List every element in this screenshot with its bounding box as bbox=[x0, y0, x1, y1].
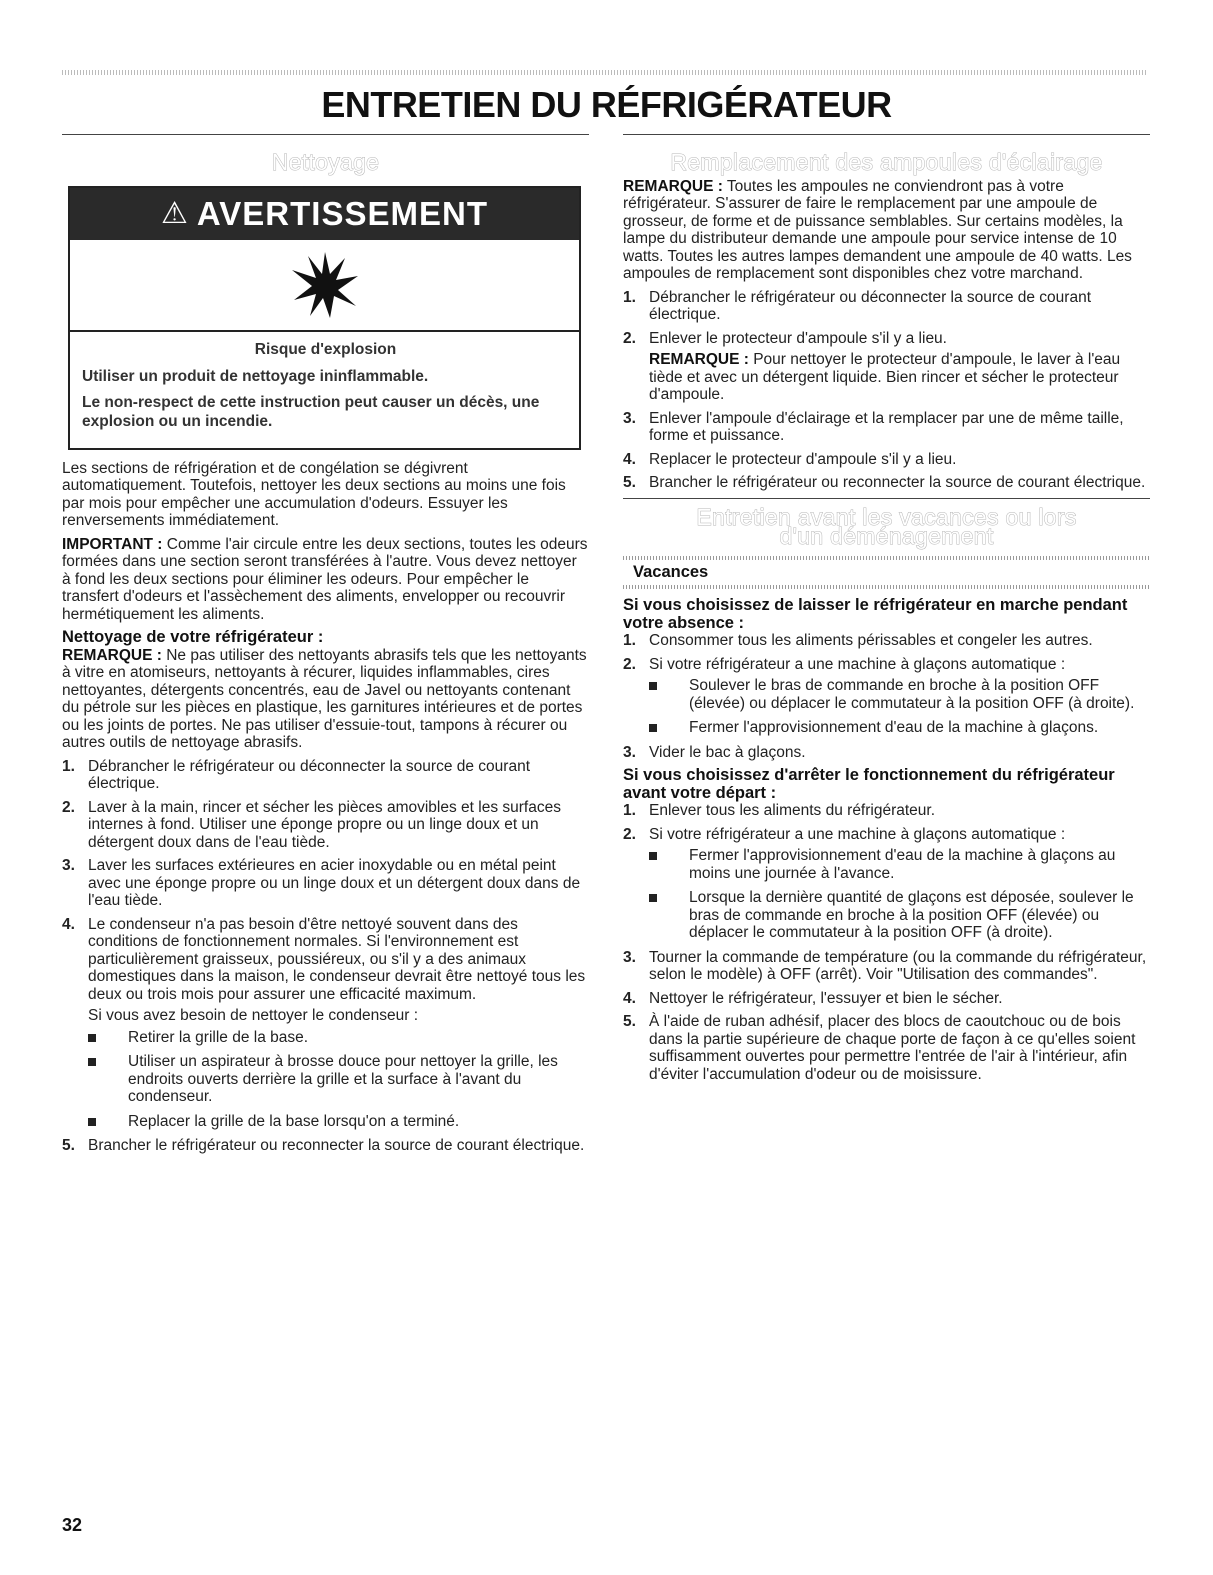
step-number: 3. bbox=[623, 409, 636, 427]
step-number: 2. bbox=[623, 655, 636, 673]
bullet-text: Retirer la grille de la base. bbox=[128, 1028, 309, 1046]
bulb-cleaning-note bbox=[649, 351, 1150, 404]
step-text: Laver à la main, rincer et sécher les pièces amovibles et les surfaces internes à fond. Utiliser une éponge propre ou un linge doux et un détergent doux dans de l'eau tiède. bbox=[88, 798, 561, 851]
warning-box bbox=[68, 186, 581, 450]
stop-subheading: Si vous choisissez d'arrêter le fonctionnement du réfrigérateur avant votre départ : bbox=[623, 766, 1115, 802]
step-text: Enlever le protecteur d'ampoule s'il y a lieu. bbox=[649, 329, 947, 347]
important-paragraph bbox=[62, 536, 589, 624]
list-item bbox=[623, 289, 1150, 324]
step-text: Si votre réfrigérateur a une machine à glaçons automatique : bbox=[649, 655, 1066, 673]
section-title-vacances-line2: d'un déménagement bbox=[779, 523, 994, 549]
list-item bbox=[623, 656, 1150, 737]
step-number: 3. bbox=[623, 948, 636, 966]
step-text: Brancher le réfrigérateur ou reconnecter la source de courant électrique. bbox=[88, 1137, 585, 1154]
step-number: 4. bbox=[62, 915, 75, 933]
cleaning-remarque bbox=[62, 647, 589, 752]
vacances-heading: Vacances bbox=[633, 562, 709, 581]
step-number: 1. bbox=[62, 757, 75, 775]
remarque-label: REMARQUE : bbox=[623, 177, 723, 195]
step-number: 2. bbox=[623, 329, 636, 347]
note-label: REMARQUE : bbox=[649, 351, 749, 368]
list-item bbox=[649, 847, 1150, 882]
bullet-square-icon bbox=[649, 852, 657, 860]
step-text: À l'aide de ruban adhésif, placer des blocs de caoutchouc ou de bois dans la partie supérieure de chaque porte de façon à ce qu'elles soient suffisamment ouvertes pour permettre l'entrée de l'air à l'intérieur, afin d'éviter l'accumulation d'odeur ou de moisissure. bbox=[649, 1013, 1136, 1083]
explosion-icon bbox=[290, 250, 360, 320]
list-item bbox=[88, 1113, 589, 1131]
list-item bbox=[623, 410, 1150, 445]
cleaning-steps bbox=[62, 758, 589, 1155]
condenser-note: Si vous avez besoin de nettoyer le condenseur : bbox=[88, 1007, 419, 1024]
step-text: Le condenseur n'a pas besoin d'être nettoyé souvent dans des conditions de fonctionnement normales. Si l'environnement est particulièrement graisseux, poussiéreux, ou s'il y a des animaux domestiques dans la maison, le condenseur devrait être nettoyé tous les deux ou trois mois pour assurer une efficacité maximum. bbox=[88, 915, 586, 1003]
step-number: 2. bbox=[62, 798, 75, 816]
remarque-text: Toutes les ampoules ne conviendront pas à votre réfrigérateur. S'assurer de faire le remplacement par une ampoule de grosseur, de forme et de puissance semblables. Sur certains modèles, la lampe du distributeur demande une ampoule pour service intense de 10 watts. Toutes les autres lampes demandent une ampoule de 40 watts. Les ampoules de remplacement sont disponibles chez votre marchand. bbox=[623, 177, 1132, 282]
cleaning-subheading: Nettoyage de votre réfrigérateur : bbox=[62, 628, 324, 646]
vacances-bottom-rule bbox=[623, 585, 1150, 589]
important-text: Comme l'air circule entre les deux sections, toutes les odeurs formées dans une section seront transférées à l'autre. Vous devez nettoyer à fond les deux sections pour éliminer les odeurs. Pour empêcher le transfert d'odeurs et l'assèchement des aliments, envelopper ou recouvrir hermétiquement les aliments. bbox=[62, 535, 588, 623]
list-item bbox=[623, 451, 1150, 469]
bullet-text: Soulever le bras de commande en broche à la position OFF (élevée) ou déplacer le commutateur à la position OFF (à droite). bbox=[689, 677, 1135, 712]
page-number: 32 bbox=[62, 1515, 83, 1535]
step-text: Vider le bac à glaçons. bbox=[649, 743, 806, 761]
running-bullets bbox=[649, 677, 1150, 737]
warning-header-label: AVERTISSEMENT bbox=[196, 194, 488, 232]
step-number: 1. bbox=[623, 288, 636, 306]
section-divider bbox=[623, 498, 1150, 499]
bulb-remarque bbox=[623, 178, 1150, 283]
list-item bbox=[649, 719, 1150, 737]
bullet-square-icon bbox=[88, 1034, 96, 1042]
list-item bbox=[88, 1029, 589, 1047]
section-title-vacances-line1: Entretien avant les vacances ou lors bbox=[696, 503, 1077, 530]
list-item bbox=[649, 889, 1150, 942]
step-text: Consommer tous les aliments périssables et congeler les autres. bbox=[649, 632, 1093, 649]
right-column bbox=[623, 150, 1150, 1089]
running-steps bbox=[623, 632, 1150, 761]
step-number: 1. bbox=[623, 802, 636, 819]
step-number: 3. bbox=[623, 743, 636, 761]
explosion-icon-area bbox=[70, 240, 579, 332]
note-text: Pour nettoyer le protecteur d'ampoule, le laver à l'eau tiède et avec un détergent liquide. Bien rincer et sécher le protecteur d'ampoule. bbox=[649, 351, 1121, 403]
step-number: 5. bbox=[623, 474, 636, 491]
step-text: Enlever tous les aliments du réfrigérateur. bbox=[649, 802, 936, 819]
warning-line-1: Utiliser un produit de nettoyage ininflammable. bbox=[82, 367, 429, 385]
list-item bbox=[62, 758, 589, 793]
condenser-bullets bbox=[88, 1029, 589, 1131]
list-item bbox=[623, 802, 1150, 820]
step-number: 3. bbox=[62, 857, 75, 874]
bullet-square-icon bbox=[88, 1058, 96, 1066]
step-text: Replacer le protecteur d'ampoule s'il y a lieu. bbox=[649, 450, 957, 468]
list-item bbox=[623, 949, 1150, 984]
step-text: Débrancher le réfrigérateur ou déconnecter la source de courant électrique. bbox=[88, 757, 531, 792]
step-number: 2. bbox=[623, 825, 636, 843]
list-item bbox=[623, 330, 1150, 404]
remarque-label: REMARQUE : bbox=[62, 646, 162, 664]
list-item bbox=[623, 1013, 1150, 1083]
list-item bbox=[62, 799, 589, 852]
bullet-text: Lorsque la dernière quantité de glaçons est déposée, soulever le bras de commande en broche à la position OFF (élevée) ou déplacer le commutateur à la position OFF (à droite). bbox=[689, 889, 1134, 941]
right-title-rule bbox=[623, 134, 1150, 135]
bullet-text: Fermer l'approvisionnement d'eau de la machine à glaçons au moins une journée à l'avance. bbox=[689, 847, 1116, 882]
list-item bbox=[623, 744, 1150, 762]
running-subheading: Si vous choisissez de laisser le réfrigérateur en marche pendant votre absence : bbox=[623, 596, 1128, 632]
list-item bbox=[623, 474, 1150, 492]
step-number: 4. bbox=[623, 989, 636, 1007]
stop-bullets bbox=[649, 847, 1150, 942]
warning-line-2: Le non-respect de cette instruction peut causer un décès, une explosion ou un incendie. bbox=[82, 393, 540, 430]
step-number: 5. bbox=[623, 1013, 636, 1030]
list-item bbox=[649, 677, 1150, 712]
step-text: Brancher le réfrigérateur ou reconnecter la source de courant électrique. bbox=[649, 474, 1146, 491]
step-text: Enlever l'ampoule d'éclairage et la remplacer par une de même taille, forme et puissance. bbox=[649, 409, 1124, 444]
step-text: Débrancher le réfrigérateur ou déconnecter la source de courant électrique. bbox=[649, 288, 1092, 323]
step-text: Nettoyer le réfrigérateur, l'essuyer et bien le sécher. bbox=[649, 989, 1003, 1007]
bullet-square-icon bbox=[649, 682, 657, 690]
step-number: 1. bbox=[623, 632, 636, 649]
list-item bbox=[88, 1053, 589, 1106]
important-label: IMPORTANT : bbox=[62, 535, 163, 553]
bulb-steps bbox=[623, 289, 1150, 492]
page-title: ENTRETIEN DU RÉFRIGÉRATEUR bbox=[321, 84, 892, 125]
bullet-text: Utiliser un aspirateur à brosse douce pour nettoyer la grille, les endroits ouverts derrière la grille et la surface à l'avant du condenseur. bbox=[128, 1053, 558, 1105]
warning-header bbox=[70, 188, 579, 240]
section-title-ampoules: Remplacement des ampoules d'éclairage bbox=[670, 149, 1103, 175]
warning-risk: Risque d'explosion bbox=[254, 340, 397, 358]
bullet-text: Fermer l'approvisionnement d'eau de la machine à glaçons. bbox=[689, 719, 1099, 736]
step-text: Si votre réfrigérateur a une machine à glaçons automatique : bbox=[649, 825, 1066, 843]
warning-triangle-icon: ⚠ bbox=[161, 196, 189, 230]
step-number: 4. bbox=[623, 450, 636, 468]
list-item bbox=[623, 990, 1150, 1008]
bullet-text: Replacer la grille de la base lorsqu'on a terminé. bbox=[128, 1112, 460, 1130]
list-item bbox=[62, 916, 589, 1131]
bullet-square-icon bbox=[88, 1118, 96, 1126]
list-item bbox=[62, 857, 589, 910]
left-column bbox=[62, 150, 589, 1161]
stop-steps bbox=[623, 802, 1150, 1083]
bullet-square-icon bbox=[649, 724, 657, 732]
bullet-square-icon bbox=[649, 894, 657, 902]
section-title-nettoyage: Nettoyage bbox=[271, 149, 380, 175]
list-item bbox=[623, 632, 1150, 650]
step-text: Laver les surfaces extérieures en acier inoxydable ou en métal peint avec une éponge propre ou un linge doux et un détergent doux dans de l'eau tiède. bbox=[88, 857, 581, 909]
remarque-text: Ne pas utiliser des nettoyants abrasifs tels que les nettoyants à vitre en atomiseurs, nettoyants à récurer, liquides inflammables, cires nettoyantes, détergents concentrés, eau de Javel ou nettoyants contenant du pétrole sur les pièces en plastique, les garnitures intérieures et de portes ou les joints de portes. Ne pas utiliser d'essuie-tout, tampons à récurer ou autres outils de nettoyage abrasifs. bbox=[62, 646, 587, 751]
cleaning-intro: Les sections de réfrigération et de congélation se dégivrent automatiquement. Toutefois, nettoyer les deux sections au moins une fois par mois pour empêcher une accumulation d'odeurs. Essuyer les renversements immédiatement. bbox=[62, 459, 566, 529]
list-item bbox=[62, 1137, 589, 1155]
top-decorative-bar bbox=[62, 70, 1148, 75]
left-title-rule bbox=[62, 134, 589, 135]
warning-text bbox=[70, 332, 579, 448]
step-text: Tourner la commande de température (ou la commande du réfrigérateur, selon le modèle) à OFF (arrêt). Voir "Utilisation des commandes". bbox=[649, 948, 1147, 983]
list-item bbox=[623, 826, 1150, 942]
step-number: 5. bbox=[62, 1137, 75, 1154]
